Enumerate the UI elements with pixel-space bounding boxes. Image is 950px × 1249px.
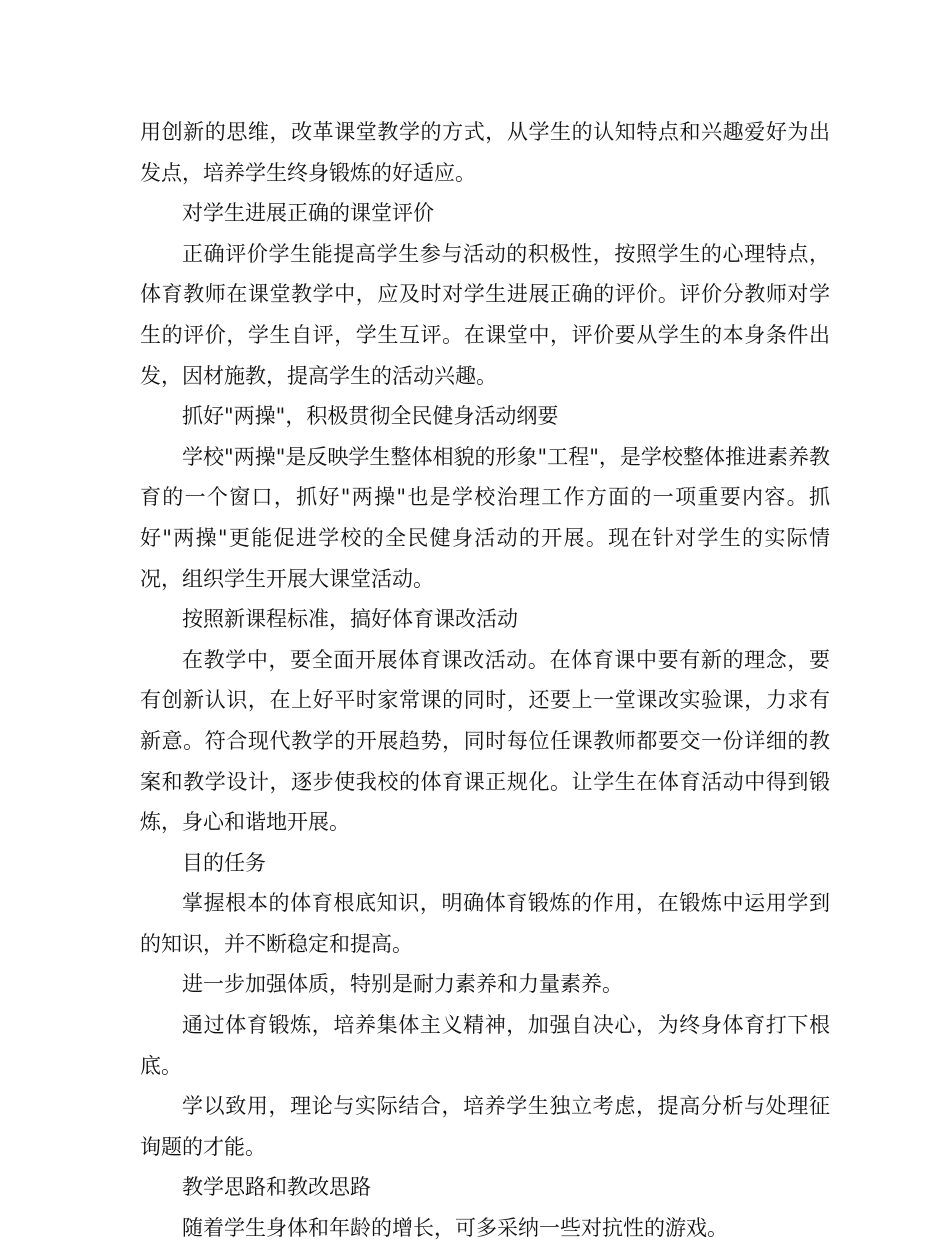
paragraph-goal-fitness: 进一步加强体质，特别是耐力素养和力量素养。 [182, 972, 623, 997]
paragraph-goal-knowledge: 掌握根本的体育根底知识，明确体育锻炼的作用，在锻炼中运用学到的知识，并不断稳定和提高。 [140, 891, 830, 956]
paragraph-curriculum-reform: 在教学中，要全面开展体育课改活动。在体育课中要有新的理念，要有创新认识，在上好平时家常课的同时，还要上一堂课改实验课，力求有新意。符合现代教学的开展趋势，同时每位任课教师都要交一份详细的教案和教学设计，逐步使我校的体育课正规化。让学生在体育活动中得到锻炼，身心和谐地开展。 [140, 647, 830, 835]
heading-two-exercises: 抓好"两操"，积极贯彻全民健身活动纲要 [182, 404, 559, 429]
heading-curriculum-reform: 按照新课程标准，搞好体育课改活动 [182, 607, 518, 632]
heading-teaching-ideas: 教学思路和教改思路 [182, 1175, 371, 1200]
paragraph-two-exercises: 学校"两操"是反映学生整体相貌的形象"工程"，是学校整体推进素养教育的一个窗口，抓好"两操"也是学校治理工作方面的一项重要内容。抓好"两操"更能促进学校的全民健身活动的开展。现在针对学生的实际情况，组织学生开展大课堂活动。 [140, 444, 830, 591]
paragraph-goal-application: 学以致用，理论与实际结合，培养学生独立考虑，提高分析与处理征询题的才能。 [140, 1094, 830, 1159]
heading-classroom-evaluation: 对学生进展正确的课堂评价 [182, 201, 434, 226]
heading-goals: 目的任务 [182, 850, 266, 875]
paragraph-teaching-ideas: 随着学生身体和年龄的增长，可多采纳一些对抗性的游戏。 [182, 1216, 728, 1241]
paragraph-classroom-evaluation: 正确评价学生能提高学生参与活动的积极性，按照学生的心理特点，体育教师在课堂教学中，应及时对学生进展正确的评价。评价分教师对学生的评价，学生自评，学生互评。在课堂中，评价要从学生的本身条件出发，因材施教，提高学生的活动兴趣。 [140, 241, 830, 388]
document-body [140, 112, 830, 1249]
paragraph-intro: 用创新的思维，改革课堂教学的方式，从学生的认知特点和兴趣爱好为出发点，培养学生终身锻炼的好适应。 [140, 120, 830, 185]
paragraph-goal-collectivism: 通过体育锻炼，培养集体主义精神，加强自决心，为终身体育打下根底。 [140, 1013, 830, 1078]
